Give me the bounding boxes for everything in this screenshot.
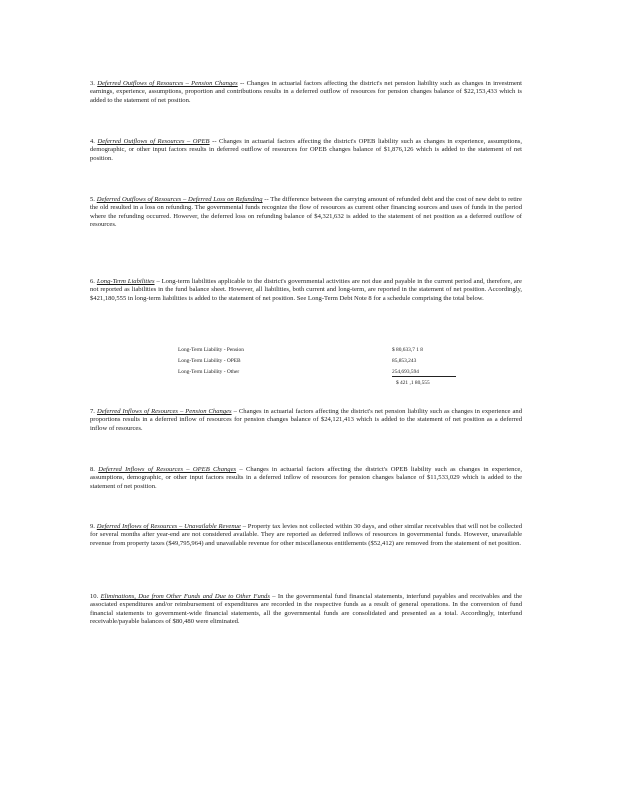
note-9 xyxy=(90,523,522,548)
schedule-row-amount: 85,853,243 xyxy=(392,358,417,364)
note-5 xyxy=(90,196,522,230)
note-10-body: – In the governmental fund financial statements, interfund payables and receivables and the associated expenditures and/or reimbursement of expenditures are recorded in the respective funds as a result of general operations. In the conversion of fund financial statements to government-wide financial statements, all the governmental funds are consolidated and presented as a total. Accordingly, interfund receivable/payable balances of $80,480 were eliminated. xyxy=(90,593,522,626)
note-8 xyxy=(90,466,522,491)
note-3 xyxy=(90,80,522,105)
schedule-row-label: Long-Term Liability - OPEB xyxy=(178,358,241,364)
note-6-title: Long-Term Liabilities xyxy=(96,278,155,285)
note-6-body: – Long-term liabilities applicable to the district's governmental activities are not due and payable in the current period and, therefore, are not reported as liabilities in the fund balance sheet. However, all liabilities, both current and long-term, are reported in the statement of net position. Accordingly, $421,180,555 in long-term liabilities is added to the statement of net position. See Long-Term Debt Note 8 for a schedule comprising the total below. xyxy=(90,278,522,302)
schedule-total-row xyxy=(178,378,468,389)
note-10-title: Eliminations, Due from Other Funds and Due to Other Funds xyxy=(100,593,270,600)
note-6 xyxy=(90,278,522,303)
note-4-title: Deferred Outflows of Resources – OPEB xyxy=(97,138,210,145)
note-3-title: Deferred Outflows of Resources – Pension Changes xyxy=(97,80,238,87)
note-8-body: – Changes in actuarial factors affecting the district's OPEB liability such as changes in experience, assumptions, demographic, or other input factors results in a deferred inflow of resources for pension changes balance of $11,533,029 which is added to the statement of net position. xyxy=(90,466,522,490)
note-7-title: Deferred Inflows of Resources – Pension Changes xyxy=(96,408,232,415)
note-7-number: 7. xyxy=(90,408,95,415)
note-8-title: Deferred Inflows of Resources – OPEB Changes xyxy=(98,466,237,473)
note-10 xyxy=(90,593,522,627)
note-4-number: 4. xyxy=(90,138,95,145)
note-10-number: 10. xyxy=(90,593,99,600)
note-4-body: -- Changes in actuarial factors affecting the district's OPEB liability such as changes in experience, assumptions, demographic, or other input factors results in deferred outflow of resources for OPEB changes balance of $1,876,126 which is added to the statement of net position. xyxy=(90,138,522,162)
schedule-row xyxy=(178,356,468,367)
note-9-number: 9. xyxy=(90,523,95,530)
note-7 xyxy=(90,408,522,433)
note-5-body: -- The difference between the carrying amount of refunded debt and the cost of new debt to retire the old resulted in a loss on refunding. The governmental funds recognize the flow of resources as current other financing sources and uses of funds in the period where the refunding occurred. However, the deferred loss on refunding balance of $4,321,632 is added to the statement of net position as a deferred outflow of resources. xyxy=(90,196,522,229)
note-8-number: 8. xyxy=(90,466,95,473)
schedule-row-amount: 254,693,594 xyxy=(392,369,419,375)
note-9-title: Deferred Inflows of Resources – Unavailable Revenue xyxy=(96,523,241,530)
schedule-total-rule xyxy=(392,376,456,377)
note-5-title: Deferred Outflows of Resources – Deferred Loss on Refunding xyxy=(96,196,263,203)
note-5-number: 5. xyxy=(90,196,95,203)
note-3-body: -- Changes in actuarial factors affecting the district's net pension liability such as changes in investment earnings, experience, assumptions, proportion and contributions results in a deferred outflow of resources for pension changes balance of $22,153,433 which is added to the statement of net position. xyxy=(90,80,523,104)
schedule-row-amount: $ 80,633,7 1 8 xyxy=(392,347,423,353)
note-7-body: – Changes in actuarial factors affecting the district's net pension liability such as changes in experience and proportions results in a deferred inflow of resources for pension changes balance of $24,121,413 which is added to the statement of net position as a deferred inflow of resources. xyxy=(90,408,523,432)
schedule-total: $ 421 ,1 80,555 xyxy=(396,380,430,386)
note-3-number: 3. xyxy=(90,80,95,87)
schedule-row-label: Long-Term Liability - Other xyxy=(178,369,240,375)
note-4 xyxy=(90,138,522,163)
schedule-row-label: Long-Term Liability - Pension xyxy=(178,347,244,353)
note-6-number: 6. xyxy=(90,278,95,285)
long-term-liability-schedule xyxy=(178,345,468,389)
note-9-body: – Property tax levies not collected within 30 days, and other similar receivables that will not be collected for several months after year-end are not considered available. They are reported as deferred inflows of resources in governmental funds. However, unavailable revenue from property taxes ($49,795,964) and unavailable revenue for other miscellaneous entitlements ($52,412) are removed from the statement of net position. xyxy=(90,523,523,547)
schedule-row xyxy=(178,345,468,356)
